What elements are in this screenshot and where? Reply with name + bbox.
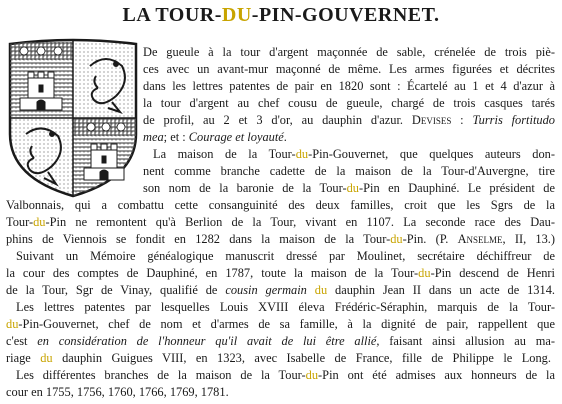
text-line-18: c'est en considération de l'honneur qu'il avait de lui être allié, faisant ainsi allusion au ma-	[6, 334, 555, 348]
text-line-10: Valbonnais, qui a combattu cette consanguinité des deux familles, croit que les Sgrs de la	[6, 198, 555, 212]
text-line-12: phins de Viennois se fondit en 1282 dans la maison de la Tour-du-Pin. (P. Anselme, II, 13.)	[6, 232, 555, 246]
text-line-5: de profil, au 2 et 3 d'or, au dauphin d'azur. Devises : Turris fortitudo	[143, 113, 555, 127]
text-line-13: Suivant un Mémoire généalogique manuscrit dressé par Moulinet, secrétaire déchiffreur de	[16, 249, 555, 263]
text-line-9: son nom de la baronie de la Tour-du-Pin en Dauphiné. Le président de	[143, 181, 555, 195]
text-line-15: de la Tour, Sgr de Vinay, qualifié de cousin germain du dauphin Jean II dans un acte de 1314.	[6, 283, 555, 297]
text-line-19: riage du dauphin Guigues VIII, en 1323, avec Isabelle de France, fille de Philippe le Long.	[6, 351, 551, 365]
text-line-1: De gueule à la tour d'argent maçonnée de sable, crénelée de trois piè-	[143, 45, 555, 59]
text-line-2: ces avec un avant-mur maçonné de même. Les armes figurées et décrites	[143, 62, 555, 76]
text-line-14: la cour des comptes de Dauphiné, en 1787, toute la maison de la Tour-du-Pin descend de Henri	[6, 266, 555, 280]
text-line-21: cour en 1755, 1756, 1760, 1766, 1769, 1781.	[6, 385, 229, 399]
text-line-11: Tour-du-Pin ne remontent qu'à Berlion de la Tour, vivant en 1107. La seconde race des Dau-	[6, 215, 555, 229]
text-line-6: mea; et : Courage et loyauté.	[143, 130, 287, 144]
text-line-20: Les différentes branches de la maison de la Tour-du-Pin ont été admises aux honneurs de la	[16, 368, 555, 382]
text-line-16: Les lettres patentes par lesquelles Louis XVIII éleva Frédéric-Séraphin, marquis de la Tour-	[16, 300, 555, 314]
text-line-8: nent comme branche cadette de la maison de la Tour-d'Auvergne, tire	[143, 164, 555, 178]
text-line-7: La maison de la Tour-du-Pin-Gouvernet, que quelques auteurs don-	[153, 147, 555, 161]
text-line-17: du-Pin-Gouvernet, chef de nom et d'armes de sa famille, à la dignité de pair, rappellent que	[6, 317, 555, 331]
text-line-3: dans les lettres patentes de pair en 1820 sont : Écartelé au 1 et 4 d'azur à	[143, 79, 555, 93]
text-line-4: la tour d'argent au chef cousu de gueule, chargé de trois casques tarés	[143, 96, 555, 110]
page-title: LA TOUR-DU-PIN-GOUVERNET.	[122, 4, 440, 26]
